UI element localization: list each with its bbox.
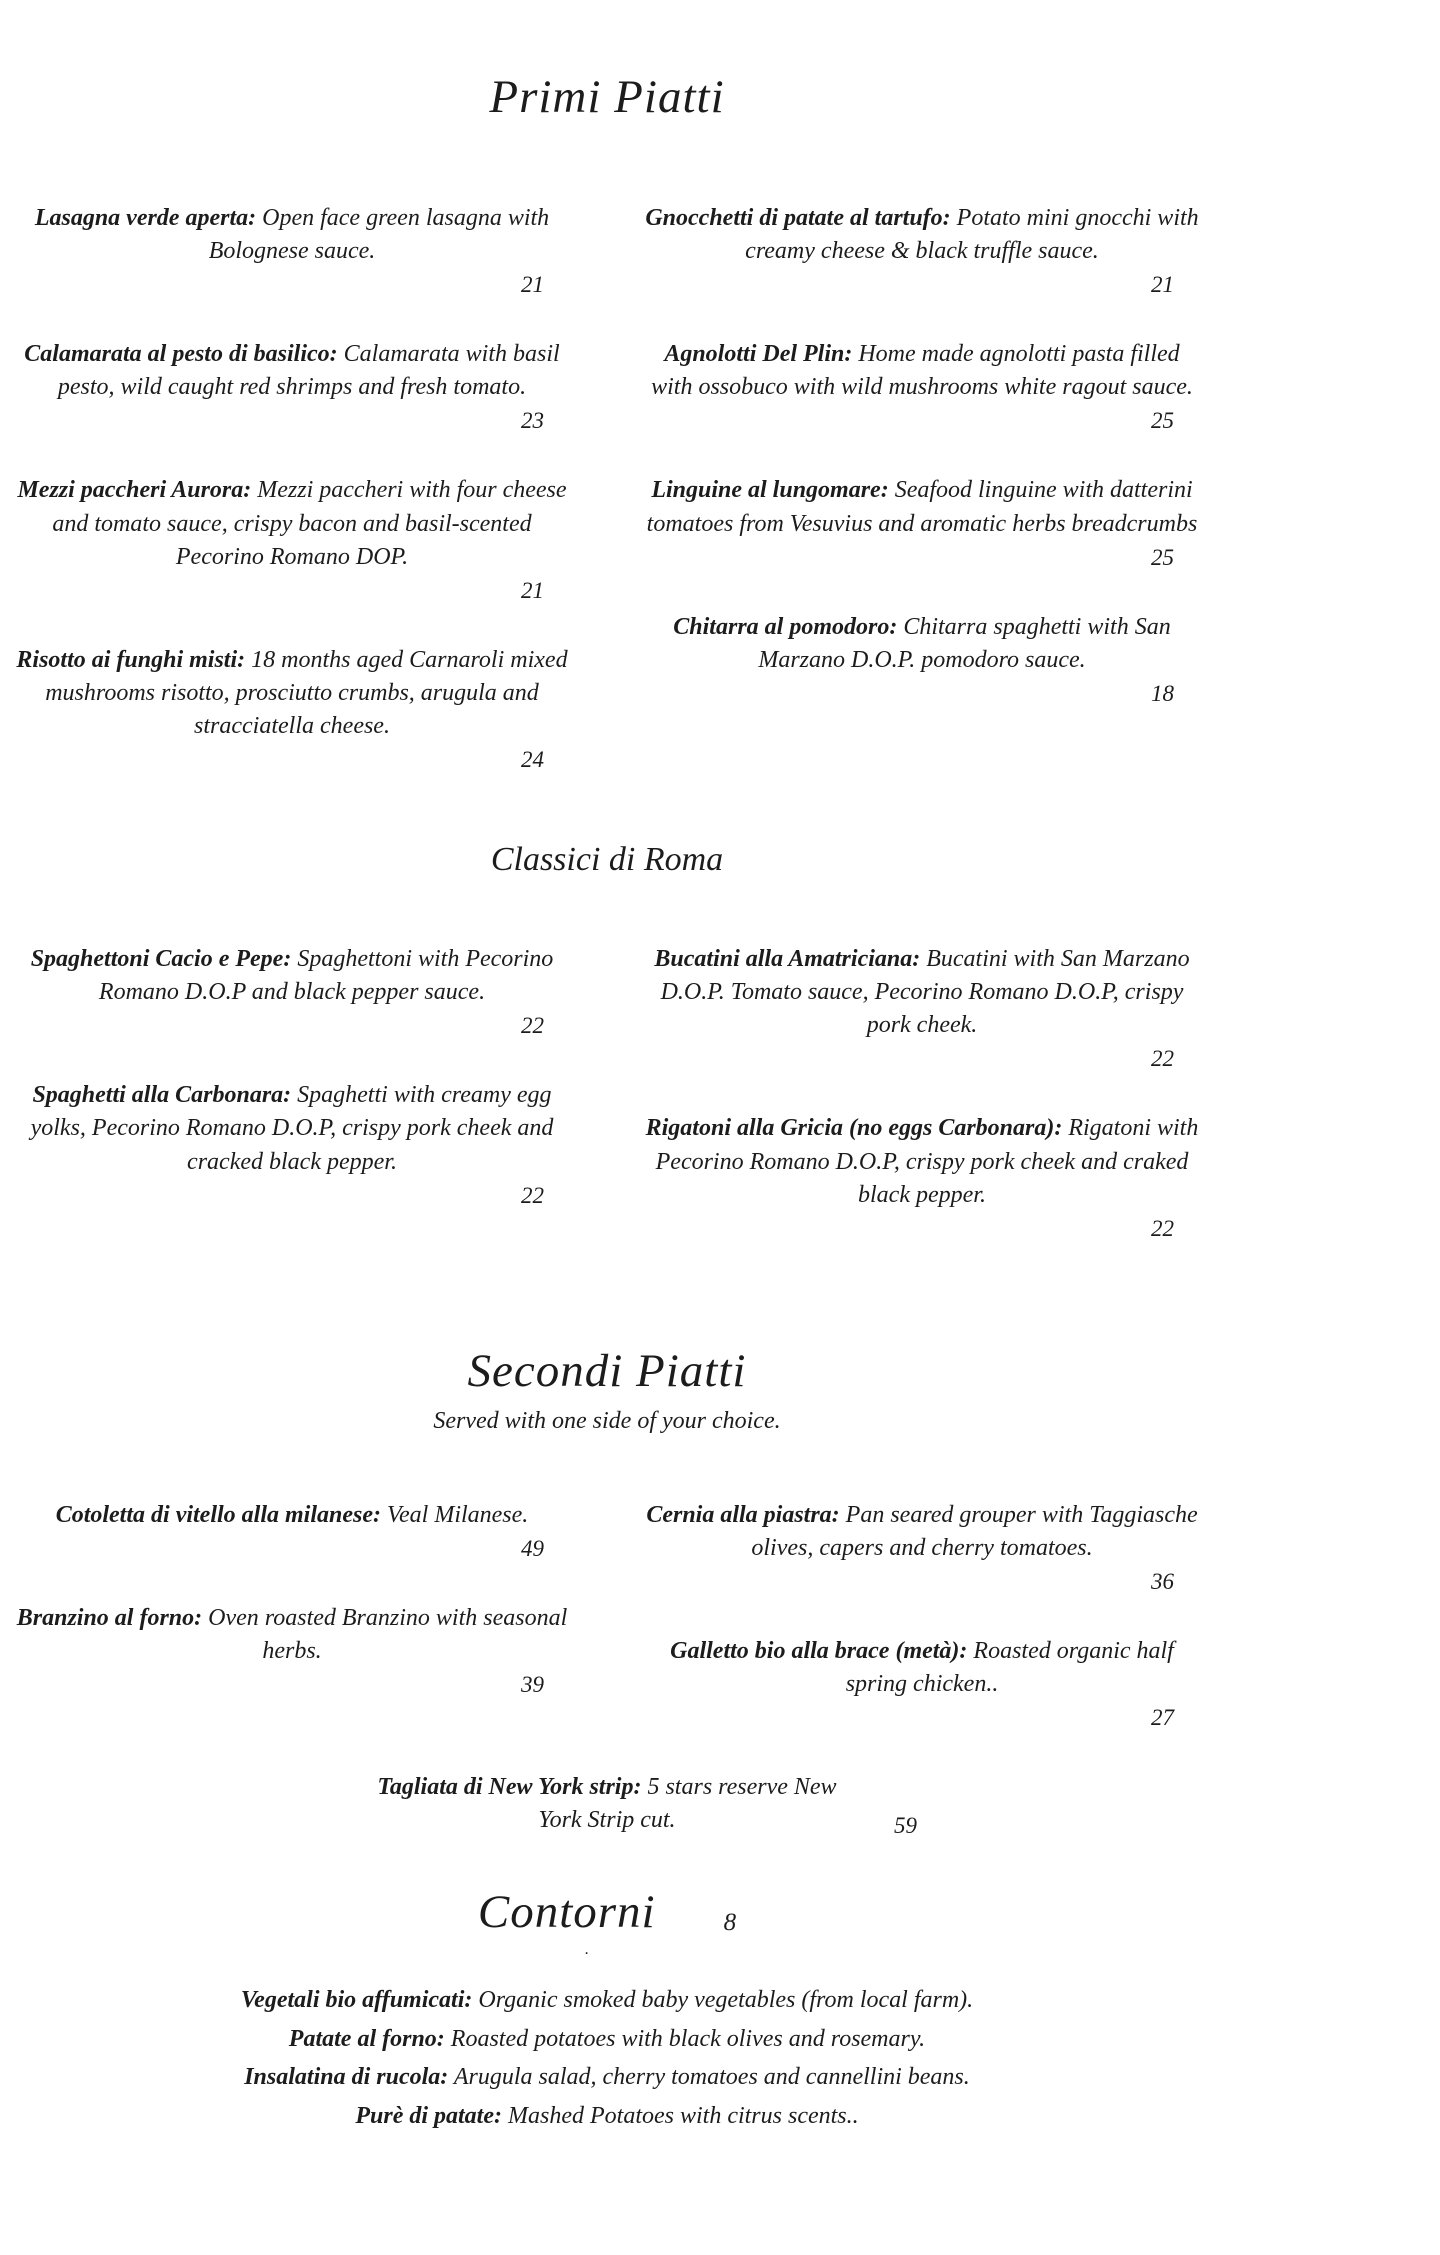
secondi-columns [12, 1499, 1202, 1771]
item-price: 21 [521, 577, 544, 603]
menu-item-calamarata [12, 338, 572, 434]
item-price: 25 [1151, 544, 1174, 570]
item-price: 23 [521, 408, 544, 434]
item-description: Seafood linguine with datterini tomatoes from Vesuvius and aromatic herbs breadcrumbs [646, 477, 1198, 537]
item-name: Risotto ai funghi misti: [16, 646, 246, 673]
item-description: Roasted organic half spring chicken.. [845, 1637, 1174, 1698]
item-name: Branzino al forno: [16, 1604, 203, 1631]
item-price: 59 [894, 1813, 917, 1839]
menu-item-vegetali-affumicati [12, 1981, 1202, 2019]
item-description: Oven roasted Branzino with seasonal herbs. [208, 1604, 568, 1664]
item-description: Bucatini with San Marzano D.O.P. Tomato sauce, Pecorino Romano D.O.P, crispy pork cheek. [660, 946, 1190, 1039]
item-description: Arugula salad, cherry tomatoes and cannellini beans. [453, 2064, 970, 2091]
item-name: Patate al forno: [288, 2025, 445, 2052]
menu-item-cernia-piastra [642, 1499, 1202, 1595]
item-name: Mezzi paccheri Aurora: [17, 477, 252, 504]
menu-item-galletto-brace [642, 1635, 1202, 1731]
item-description: Veal Milanese. [387, 1501, 529, 1528]
item-name: Bucatini alla Amatriciana: [654, 946, 921, 973]
section-primi-piatti [12, 70, 1202, 813]
classici-right-column [642, 943, 1202, 1282]
item-description: Pan seared grouper with Taggiasche olives, capers and cherry tomatoes. [751, 1501, 1198, 1561]
item-name: Insalatina di rucola: [244, 2064, 449, 2091]
menu-item-branzino [12, 1602, 572, 1698]
menu-item-gricia [642, 1112, 1202, 1241]
primi-right-column [642, 202, 1202, 747]
item-price: 21 [521, 272, 544, 298]
item-price: 22 [1151, 1215, 1174, 1241]
classici-di-roma-title: Classici di Roma [490, 841, 724, 879]
item-description: Organic smoked baby vegetables (from local farm). [478, 1987, 974, 2014]
classici-left-column [12, 943, 572, 1249]
item-name: Cernia alla piastra: [646, 1501, 840, 1528]
item-name: Gnocchetti di patate al tartufo: [645, 205, 951, 231]
item-name: Lasagna verde aperta: [34, 205, 257, 231]
item-price: 39 [521, 1672, 544, 1698]
primi-left-column [12, 202, 572, 813]
menu-item-amatriciana [642, 943, 1202, 1072]
item-description: Chitarra spaghetti with San Marzano D.O.P. pomodoro sauce. [758, 613, 1171, 673]
item-name: Calamarata al pesto di basilico: [24, 341, 338, 368]
item-description: Home made agnolotti pasta filled with ossobuco with wild mushrooms white ragout sauce. [651, 341, 1193, 401]
menu-item-lasagna-verde [12, 202, 572, 298]
item-description: 5 stars reserve New York Strip cut. [538, 1774, 837, 1834]
item-description: Open face green lasagna with Bolognese sauce. [208, 205, 550, 265]
item-description: Roasted potatoes with black olives and rosemary. [450, 2025, 926, 2052]
menu-item-risotto-funghi [12, 644, 572, 773]
contorni-dot: . [585, 1941, 589, 1959]
secondi-piatti-title: Secondi Piatti [467, 1344, 747, 1397]
primi-columns [12, 202, 1202, 813]
item-description: Spaghettoni with Pecorino Romano D.O.P and black pepper sauce. [98, 946, 554, 1006]
item-price: 18 [1151, 680, 1174, 706]
item-name: Purè di patate: [355, 2102, 502, 2129]
item-name: Agnolotti Del Plin: [664, 341, 853, 368]
item-name: Linguine al lungomare: [651, 477, 889, 504]
item-description: Spaghetti with creamy egg yolks, Pecorino Romano D.O.P, crispy pork cheek and cracked black pepper. [30, 1082, 554, 1175]
item-price: 22 [1151, 1046, 1174, 1072]
menu-page [12, 0, 1202, 2255]
item-price: 22 [521, 1182, 544, 1208]
item-name: Tagliata di New York strip: [377, 1774, 642, 1801]
menu-item-carbonara [12, 1079, 572, 1208]
secondi-left-column [12, 1499, 572, 1738]
section-secondi-piatti [12, 1344, 1202, 1838]
item-name: Chitarra al pomodoro: [673, 613, 898, 640]
contorni-heading [12, 1885, 1202, 1939]
menu-item-cotoletta-milanese [12, 1499, 572, 1562]
item-description: Rigatoni with Pecorino Romano D.O.P, crispy pork cheek and craked black pepper. [655, 1115, 1199, 1208]
item-name: Vegetali bio affumicati: [240, 1987, 473, 2014]
primi-piatti-title: Primi Piatti [489, 71, 725, 123]
section-classici-di-roma [12, 841, 1202, 1282]
item-price: 49 [521, 1535, 544, 1561]
secondi-right-column [642, 1499, 1202, 1771]
item-description: Mezzi paccheri with four cheese and tomato sauce, crispy bacon and basil-scented Pecorino Romano DOP. [52, 477, 567, 570]
item-name: Cotoletta di vitello alla milanese: [55, 1501, 381, 1528]
item-description: Potato mini gnocchi with creamy cheese & black truffle sauce. [745, 205, 1199, 265]
menu-item-gnocchetti-tartufo [642, 202, 1202, 298]
item-description: Mashed Potatoes with citrus scents.. [508, 2102, 859, 2129]
item-price: 36 [1151, 1568, 1174, 1594]
classici-columns [12, 943, 1202, 1282]
item-description: Calamarata with basil pesto, wild caught red shrimps and fresh tomato. [57, 341, 560, 401]
menu-item-agnolotti-del-plin [642, 338, 1202, 434]
item-description: 18 months aged Carnaroli mixed mushrooms risotto, prosciutto crumbs, arugula and stracciatella cheese. [45, 646, 568, 739]
item-price: 25 [1151, 408, 1174, 434]
contorni-price: 8 [723, 1909, 737, 1937]
contorni-title: Contorni [477, 1886, 656, 1939]
item-name: Spaghetti alla Carbonara: [32, 1082, 292, 1109]
contorni-list [12, 1981, 1202, 2255]
menu-item-linguine-lungomare [642, 474, 1202, 570]
menu-item-insalatina-rucola [12, 2058, 1202, 2096]
menu-item-chitarra-pomodoro [642, 611, 1202, 707]
item-price: 21 [1151, 272, 1174, 298]
item-name: Rigatoni alla Gricia (no eggs Carbonara): [645, 1115, 1063, 1142]
secondi-piatti-subtitle: Served with one side of your choice. [433, 1407, 781, 1434]
menu-item-pure-di-patate [12, 2097, 1202, 2135]
menu-item-tagliata-ny-strip [297, 1771, 917, 1837]
menu-item-cacio-e-pepe [12, 943, 572, 1039]
item-name: Galletto bio alla brace (metà): [670, 1637, 968, 1664]
item-price: 22 [521, 1013, 544, 1039]
item-price: 27 [1151, 1705, 1174, 1731]
menu-item-mezzi-paccheri [12, 474, 572, 603]
menu-item-patate-al-forno [12, 2020, 1202, 2058]
item-name: Spaghettoni Cacio e Pepe: [30, 946, 292, 973]
section-contorni [12, 1885, 1202, 2255]
item-price: 24 [521, 747, 544, 773]
